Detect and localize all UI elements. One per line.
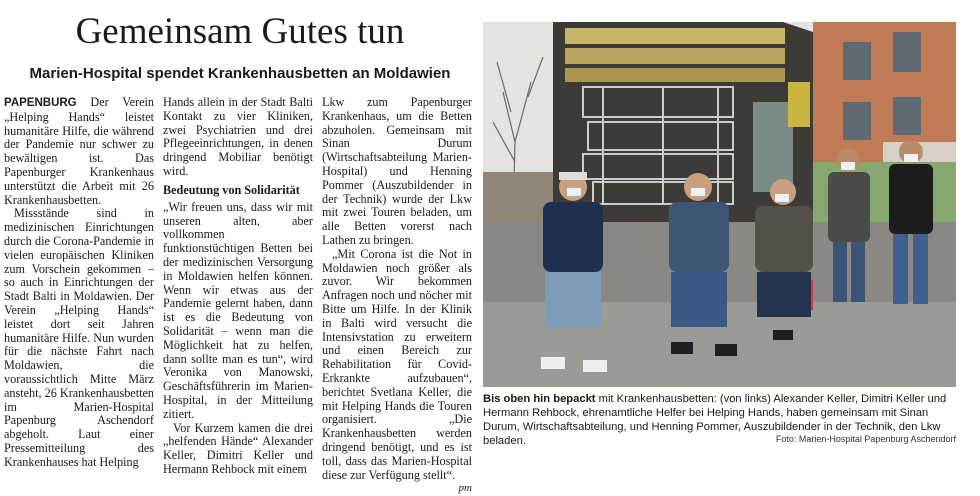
paragraph: Missstände sind in medizinischen Einrichtungen durch die Corona-Pandemie in vielen europäischen Kliniken zum Vorschein gekommen – so auch in Einrichtungen der Stadt Balti in Moldawien. Der Verein „Helping Hands“ leistet dort seit Jahren humanitäre Hilfe. Nun wurden für die nächste Fahrt nach Moldawien, die voraussichtlich Mitte März ansteht, 26 Krankenhausbetten im Marien-Hospital Papenburg Aschendorf abgeholt. Laut einer Pressemitteilung des Krankenhauses hat Helping <box>4 206 154 469</box>
caption-lead: Bis oben hin bepackt <box>483 393 596 405</box>
article-column-3 <box>322 96 472 496</box>
article-photo <box>483 22 956 387</box>
paragraph: Lkw zum Papenburger Krankenhaus, um die Betten abzuholen. Gemeinsam mit Sinan Durum (Wirtschaftsabteilung Marien-Hospital) und Henning Pommer (Auszubildender in der Technik) wurde der Lkw mit zwei Touren beladen, um alle Betten vorerst nach Lathen zu bringen. <box>322 95 472 247</box>
subheadline: Marien-Hospital spendet Krankenhausbetten an Moldawien <box>29 65 451 82</box>
section-heading: Bedeutung von Solidarität <box>163 182 300 197</box>
paragraph-text: Der Verein „Helping Hands“ leistet humanitäre Hilfe, die während der Pandemie nur schwer zu bewältigen ist. Das Papenburger Krankenhaus unterstützt die Arbeit mit 26 Krankenhausbetten. <box>4 95 154 207</box>
paragraph <box>4 96 154 207</box>
page-title: Gemeinsam Gutes tun <box>75 11 405 52</box>
paragraph: „Wir freuen uns, dass wir mit unseren alten, aber vollkommen funktionstüchtigen Betten bei der medizinischen Versorgung in Moldawien helfen können. Wenn wir etwas aus der Pandemie gelernt haben, dann ist es die Bedeutung von Solidarität – wenn man die Möglichkeit hat zu helfen, dann sollte man es tun“, wird Veronika von Manowski, Geschäftsführerin im Marien-Hospital, in der Mitteilung zitiert. <box>163 199 313 421</box>
paragraph: „Mit Corona ist die Not in Moldawien noch größer als zuvor. Wir bekommen Anfragen noch und nöcher mit Bitte um Hilfe. In der Klinik in Balti wird versucht die Intensivstation zu erweitern und einen Bereich zur Rehabilitation für Covid-Erkrankte aufzubauen“, berichtet Svetlana Keller, die mit Helping Hands die Touren organisiert. „Die Krankenhausbetten werden dringend benötigt, und es ist toll, dass das Marien-Hospital diese zur Verfügung stellt“. <box>322 246 472 482</box>
article-column-1 <box>4 96 154 470</box>
photo-credit: Foto: Marien-Hospital Papenburg Aschendorf <box>775 434 956 444</box>
paragraph: Hands allein in der Stadt Balti Kontakt zu vier Kliniken, zwei Psychiatrien und drei Pflegeeinrichtungen, in denen dringend Mobiliar benötigt wird. <box>163 95 313 178</box>
paragraph: Vor Kurzem kamen die drei „helfenden Hände“ Alexander Keller, Dimitri Keller und Hermann Rehbock mit einem <box>163 420 313 476</box>
caption-text: mit Krankenhausbetten: (von links) Alexander Keller, Dimitri Keller und Hermann Rehbock, ehrenamtliche Helfer bei Helping Hands, haben gemeinsam mit Sinan Durum, Wirtschaftsabteilung, und Henning Pommer, Auszubildender in der Technik, den Lkw beladen. <box>483 393 947 447</box>
author-initials: pm <box>458 482 472 495</box>
dateline: PAPENBURG <box>4 97 77 109</box>
article-column-2 <box>163 96 313 477</box>
